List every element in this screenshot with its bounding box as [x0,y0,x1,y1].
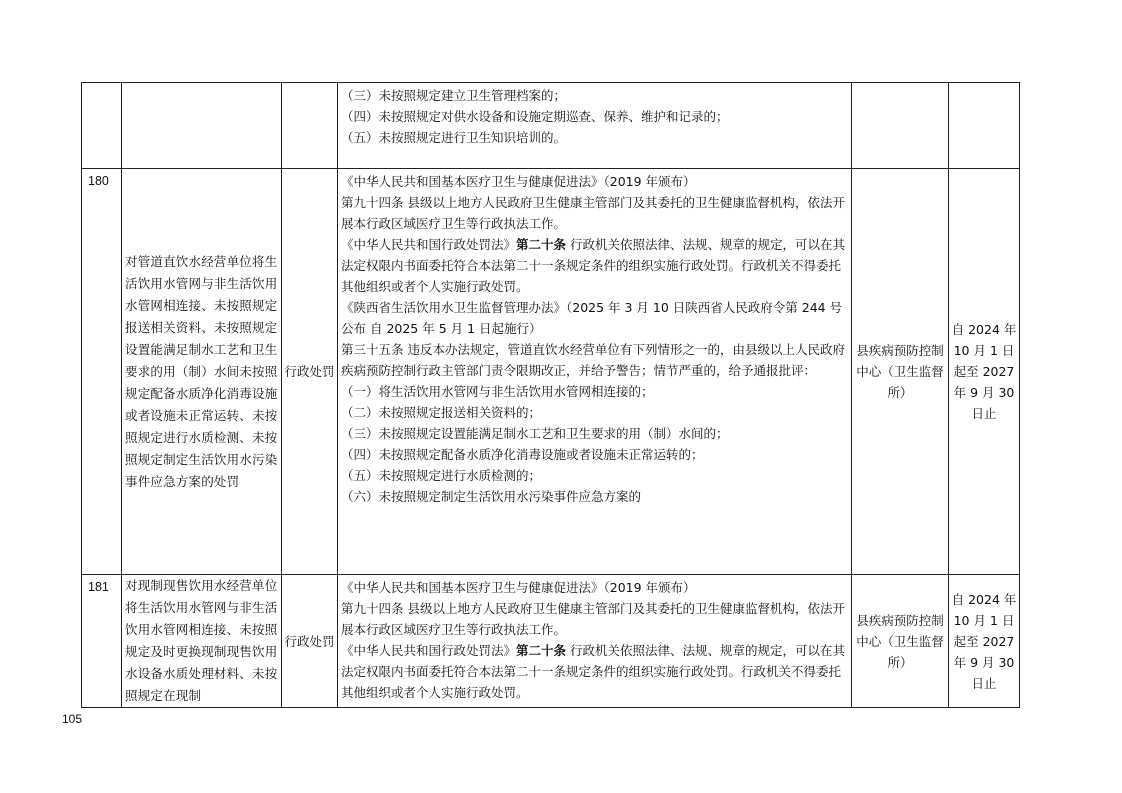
seq-cell [82,83,122,169]
legal-basis [338,169,852,575]
authority-type: 行政处罚 [282,169,338,575]
basis-line: （五）未按照规定进行水质检测的； [341,468,542,483]
article-text: 行政机关依照法律、法规、规章的规定，可以在其法定权限内书面委托符合本法第二十一条规定条件的组织实施行政处罚。行政机关不得委托其他组织或者个人实施行政处罚。 [341,237,846,294]
article-text: 行政机关依照法律、法规、规章的规定，可以在其法定权限内书面委托符合本法第二十一条规定条件的组织实施行政处罚。行政机关不得委托其他组织或者个人实施行政处罚。 [341,643,846,700]
basis-line: 《陕西省生活饮用水卫生监督管理办法》（2025 年 3 月 10 日陕西省人民政府令第 244 号公布 自 2025 年 5 月 1 日起施行） [341,300,843,336]
law-title: 《中华人民共和国行政处罚法》 [341,237,517,252]
item-name: 对现制现售饮用水经营单位将生活饮用水管网与非生活饮用水管网相连接、未按照规定及时更换现制现售饮用水设备水质处理材料、未按照规定在现制 [122,575,282,708]
item-cell [122,83,282,169]
authority-cell [282,83,338,169]
validity-period: 自 2024 年 10 月 1 日起至 2027 年 9 月 30 日止 [949,575,1020,708]
law-title: 《中华人民共和国行政处罚法》 [341,643,517,658]
item-name: 对管道直饮水经营单位将生活饮用水管网与非生活饮用水管网相连接、未按照规定报送相关资料、未按照规定设置能满足制水工艺和卫生要求的用（制）水间未按照规定配备水质净化消毒设施或者设施未正常运转、未按照规定进行水质检测、未按照规定制定生活饮用水污染事件应急方案的处罚 [122,169,282,575]
agency-cell [852,83,949,169]
basis-line: 《中华人民共和国基本医疗卫生与健康促进法》（2019 年颁布） [341,174,696,189]
enforcement-agency: 县疾病预防控制中心（卫生监督所） [852,169,949,575]
legal-basis [338,575,852,708]
basis-line: （一）将生活饮用水管网与非生活饮用水管网相连接的； [341,384,654,399]
basis-line: 第三十五条 违反本办法规定，管道直饮水经营单位有下列情形之一的，由县级以上人民政府疾病预防控制行政主管部门责令限期改正，并给予警告；情节严重的，给予通报批评： [341,342,845,378]
authority-type: 行政处罚 [282,575,338,708]
validity-period: 自 2024 年 10 月 1 日起至 2027 年 9 月 30 日止 [949,169,1020,575]
basis-line: （四）未按照规定配备水质净化消毒设施或者设施未正常运转的； [341,447,704,462]
enforcement-agency: 县疾病预防控制中心（卫生监督所） [852,575,949,708]
basis-line [341,640,849,703]
table-row-181 [82,575,1020,708]
basis-line: （二）未按照规定报送相关资料的； [341,405,542,420]
basis-line: 《中华人民共和国基本医疗卫生与健康促进法》（2019 年颁布） [341,580,696,595]
seq-number: 181 [82,575,122,708]
basis-line: （四）未按照规定对供水设备和设施定期巡查、保养、维护和记录的； [341,109,729,124]
table-row-180 [82,169,1020,575]
powers-table [81,82,1020,708]
basis-line: 第九十四条 县级以上地方人民政府卫生健康主管部门及其委托的卫生健康监督机构，依法开展本行政区域医疗卫生等行政执法工作。 [341,195,845,231]
article-number: 第二十条 [516,643,567,658]
page-number: 105 [62,712,83,726]
article-number: 第二十条 [516,237,567,252]
table-row-continued [82,83,1020,169]
basis-line: （五）未按照规定进行卫生知识培训的。 [341,130,567,145]
basis-line: （三）未按照规定建立卫生管理档案的； [341,88,567,103]
basis-line [341,234,849,297]
basis-line: 第九十四条 县级以上地方人民政府卫生健康主管部门及其委托的卫生健康监督机构，依法开展本行政区域医疗卫生等行政执法工作。 [341,601,845,637]
period-cell [949,83,1020,169]
basis-line: （六）未按照规定制定生活饮用水污染事件应急方案的 [341,489,642,504]
basis-line: （三）未按照规定设置能满足制水工艺和卫生要求的用（制）水间的； [341,426,729,441]
basis-cell [338,83,852,169]
seq-number: 180 [82,169,122,575]
